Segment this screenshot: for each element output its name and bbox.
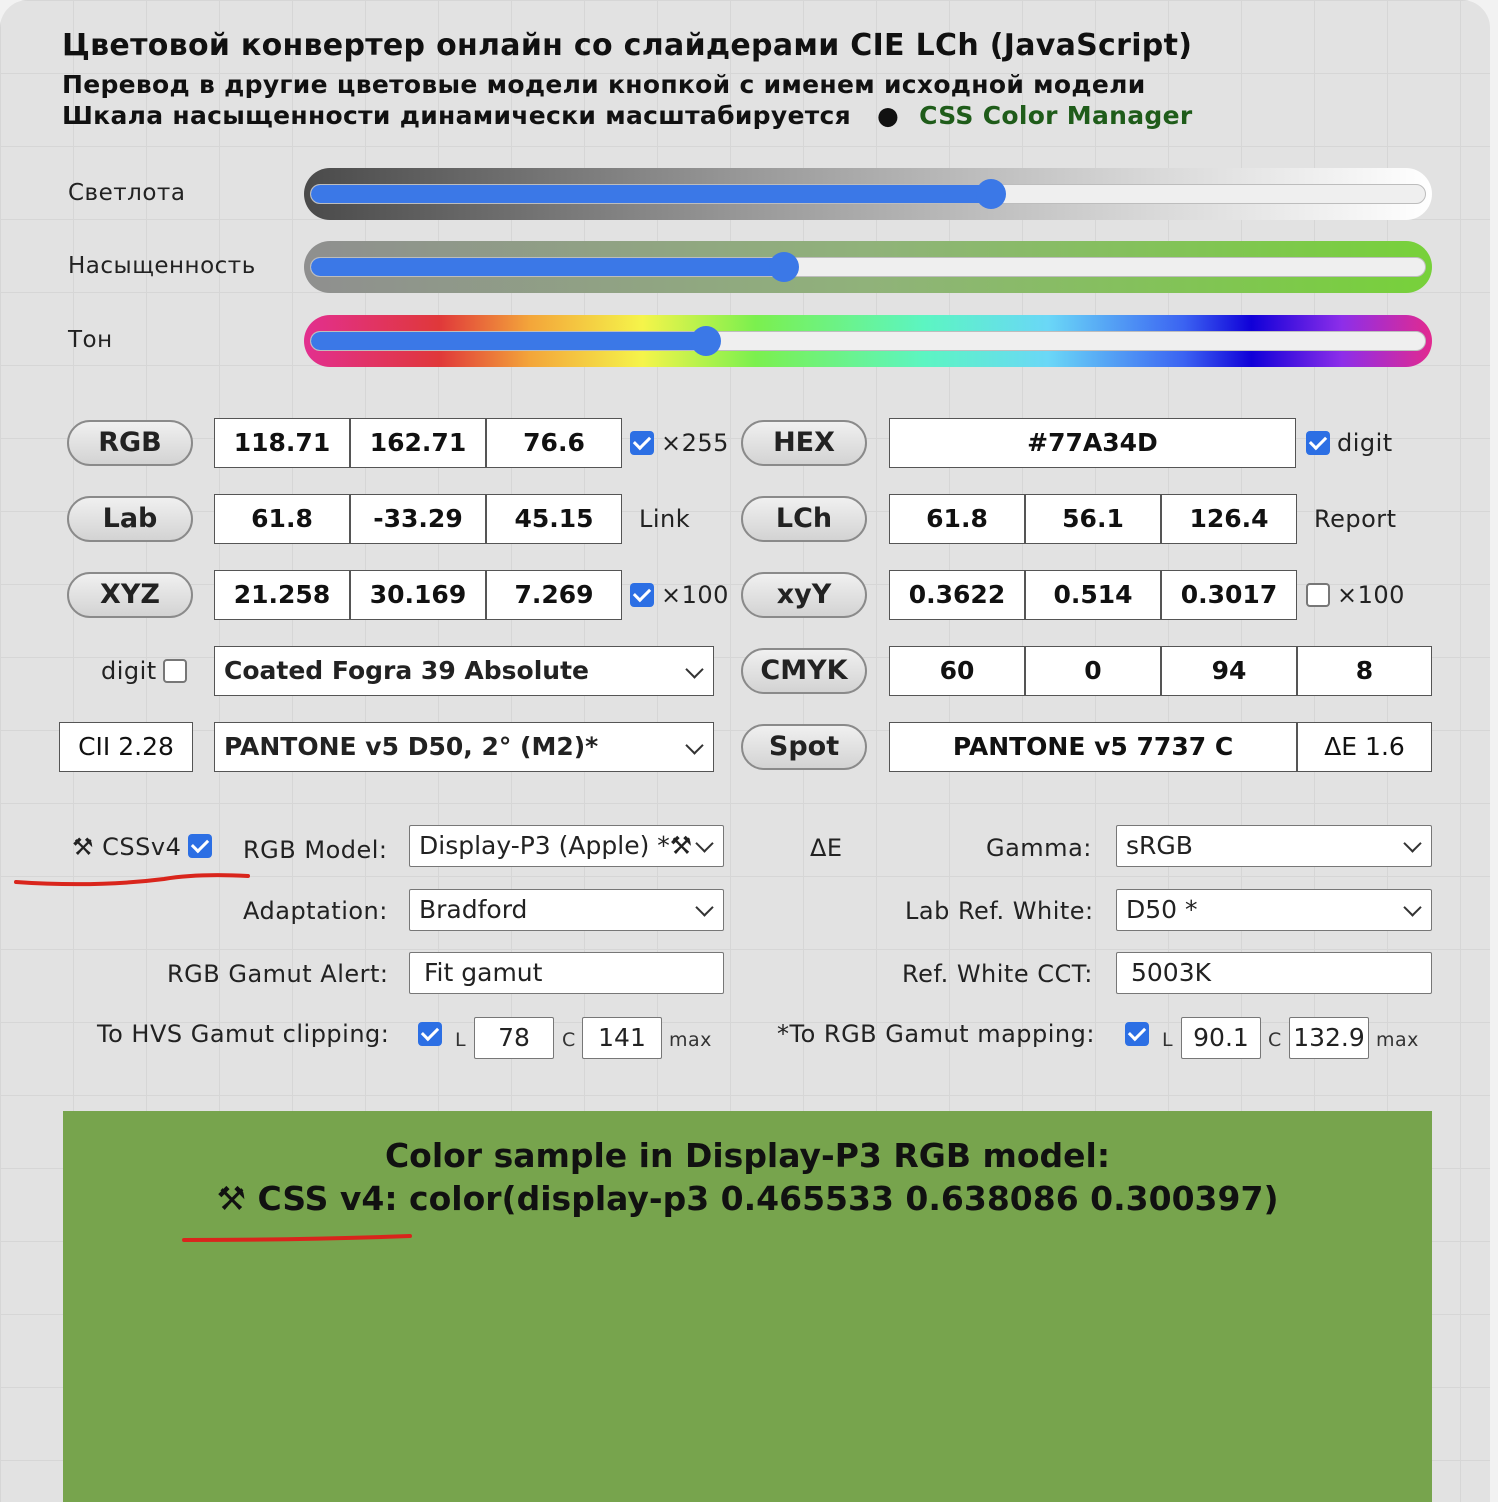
ref-white-cct-label: Ref. White CCT: [902,960,1093,988]
hvs-c-field[interactable]: 141 [582,1017,662,1059]
hex-button[interactable]: HEX [741,420,867,466]
hvs-l-field[interactable]: 78 [474,1017,554,1059]
xyz-x100-label: ×100 [661,581,729,609]
lch-button[interactable]: LCh [741,496,867,542]
slider-rail [310,331,1426,351]
rgb-model-select[interactable] [409,825,724,867]
gamut-alert-label: RGB Gamut Alert: [167,960,389,988]
xyy-y-field[interactable]: 0.514 [1025,570,1161,620]
rgb-x255-checkbox[interactable] [630,431,654,455]
hvs-clip-label: To HVS Gamut clipping: [97,1020,390,1048]
gamma-select[interactable] [1116,825,1432,867]
bullet: ● [876,101,900,130]
chevron-down-icon [1403,834,1421,852]
hvs-clip-checkbox[interactable] [418,1022,442,1046]
cmyk-profile-value: Coated Fogra 39 Absolute [224,656,590,685]
report-link[interactable]: Report [1314,505,1397,533]
adaptation-label: Adaptation: [243,897,388,925]
lab-button[interactable]: Lab [67,496,193,542]
xyy-x100-label: ×100 [1337,581,1405,609]
cmyk-button[interactable]: CMYK [741,648,867,694]
gamma-value: sRGB [1126,831,1193,860]
cmyk-k-field[interactable]: 8 [1297,646,1432,696]
map-l-field[interactable]: 90.1 [1181,1017,1261,1059]
rgb-g-field[interactable]: 162.71 [350,418,486,468]
link-text[interactable]: Link [639,505,691,533]
hue-label: Тон [68,327,113,353]
chevron-down-icon [685,660,703,678]
adaptation-select[interactable] [409,889,724,931]
cssv4-checkbox[interactable] [188,834,212,858]
hex-digit-checkbox[interactable] [1306,431,1330,455]
lch-c-field[interactable]: 56.1 [1025,494,1161,544]
spot-library-value: PANTONE v5 D50, 2° (M2)* [224,732,599,761]
cii-field: CII 2.28 [59,722,193,772]
color-sample [63,1111,1432,1502]
rgb-map-label: *To RGB Gamut mapping: [777,1020,1095,1048]
ref-white-cct-field[interactable]: 5003K [1116,952,1432,994]
slider-fill [311,258,785,276]
subtitle-text: Шкала насыщенности динамически масштабируется [62,101,851,130]
xyz-z-field[interactable]: 7.269 [486,570,622,620]
chroma-label: Насыщенность [68,253,256,279]
hex-digit-label: digit [1337,429,1393,457]
map-c-field[interactable]: 132.9 [1289,1017,1369,1059]
lab-ref-white-value: D50 * [1126,895,1198,924]
sample-css-code: ⚒ CSS v4: color(display-p3 0.465533 0.638086 0.300397) [216,1179,1279,1218]
css-color-manager-link[interactable]: CSS Color Manager [919,101,1193,130]
slider-thumb[interactable] [769,252,799,282]
chevron-down-icon [695,898,713,916]
hex-field[interactable]: #77A34D [889,418,1296,468]
page-title: Цветовой конвертер онлайн со слайдерами CIE LCh (JavaScript) [62,28,1193,63]
gamut-alert-field[interactable]: Fit gamut [409,952,724,994]
chevron-down-icon [695,834,713,852]
digit-checkbox[interactable] [163,659,187,683]
xyz-x-field[interactable]: 21.258 [214,570,350,620]
rgb-model-value: Display-P3 (Apple) *⚒ [419,831,693,860]
xyz-x100-checkbox[interactable] [630,583,654,607]
lab-b-field[interactable]: 45.15 [486,494,622,544]
lch-h-field[interactable]: 126.4 [1161,494,1297,544]
delta-e-label[interactable]: ΔE [810,834,843,862]
adaptation-value: Bradford [419,895,528,924]
red-underline-annotation [180,1228,414,1246]
slider-thumb[interactable] [976,179,1006,209]
cssv4-label: ⚒ CSSv4 [72,833,182,861]
map-max-label: max [1376,1029,1419,1051]
rgb-model-label: RGB Model: [243,836,388,864]
hue-slider[interactable] [304,315,1432,367]
xyy-x100-checkbox[interactable] [1306,583,1330,607]
lab-ref-white-select[interactable] [1116,889,1432,931]
cmyk-c-field[interactable]: 60 [889,646,1025,696]
lab-a-field[interactable]: -33.29 [350,494,486,544]
cmyk-m-field[interactable]: 0 [1025,646,1161,696]
xyy-Y-field[interactable]: 0.3017 [1161,570,1297,620]
lab-ref-white-label: Lab Ref. White: [905,897,1094,925]
rgb-button[interactable]: RGB [67,420,193,466]
xyz-y-field[interactable]: 30.169 [350,570,486,620]
lch-l-field[interactable]: 61.8 [889,494,1025,544]
cmyk-profile-select[interactable] [214,646,714,696]
digit-label: digit [101,657,157,685]
chevron-down-icon [685,736,703,754]
map-l-label: L [1162,1029,1174,1051]
lightness-label: Светлота [68,180,186,206]
rgb-r-field[interactable]: 118.71 [214,418,350,468]
spot-button[interactable]: Spot [741,724,867,770]
xyy-button[interactable]: xyY [741,572,867,618]
gamma-label: Gamma: [986,834,1092,862]
lightness-slider[interactable] [304,168,1432,220]
chroma-slider[interactable] [304,241,1432,293]
xyy-x-field[interactable]: 0.3622 [889,570,1025,620]
rgb-x255-label: ×255 [661,429,729,457]
lab-l-field[interactable]: 61.8 [214,494,350,544]
page-subtitle: Перевод в другие цветовые модели кнопкой с именем исходной модели [62,70,1146,99]
spot-library-select[interactable] [214,722,714,772]
slider-fill [311,332,707,350]
slider-fill [311,185,992,203]
spot-name-field: PANTONE v5 7737 C [889,722,1297,772]
hvs-max-label: max [669,1029,712,1051]
slider-rail [310,184,1426,204]
chevron-down-icon [1403,898,1421,916]
slider-rail [310,257,1426,277]
cmyk-y-field[interactable]: 94 [1161,646,1297,696]
slider-thumb[interactable] [691,326,721,356]
page-subtitle-2 [62,101,1193,130]
hvs-l-label: L [455,1029,467,1051]
rgb-map-checkbox[interactable] [1125,1022,1149,1046]
sample-heading: Color sample in Display-P3 RGB model: [384,1136,1111,1175]
spot-delta-field: ΔE 1.6 [1297,722,1432,772]
map-c-label: C [1268,1029,1282,1051]
rgb-b-field[interactable]: 76.6 [486,418,622,468]
xyz-button[interactable]: XYZ [67,572,193,618]
hvs-c-label: C [562,1029,576,1051]
red-underline-annotation [14,868,250,890]
